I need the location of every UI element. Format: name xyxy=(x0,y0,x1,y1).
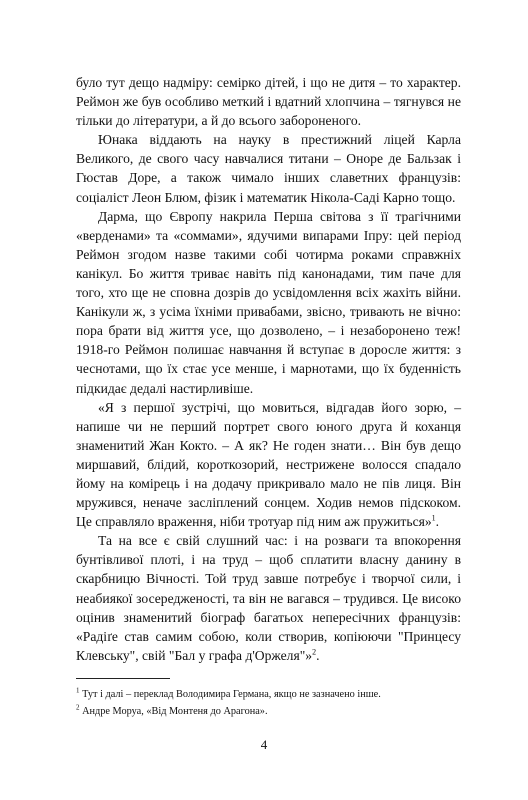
footnotes xyxy=(76,686,466,720)
footnote-ref-2[interactable]: 2 xyxy=(312,647,317,657)
paragraph-5-text: Та на все є свій слушний час: і на розваги та впокорення бунтівливої плоті, і на труд – щоб сплатити власну данину в скарбницю Вічності. Той труд завше потребує і творчої сили, і неабиякої зосередженості, та він не вагався – трудився. Це високо оцінив знаменитий біограф багатьох непересічних французів: «Радіґе став самим собою, коли створив, копіюючи "Принцесу Клевську", свій "Бал у графа д'Оржеля"» xyxy=(76,533,461,663)
body-text xyxy=(76,73,461,665)
footnote-1 xyxy=(76,686,466,703)
footnote-2 xyxy=(76,703,466,720)
paragraph-5-period: . xyxy=(316,647,320,663)
paragraph-1: було тут дещо надміру: семірко дітей, і що не дитя – то характер. Реймон же був особливо меткий і вдатний хлопчина – тягнувся не тільки до літератури, а й до всього забороненого. xyxy=(76,75,461,129)
footnote-text-2: Андре Моруа, «Від Монтеня до Арагона». xyxy=(79,706,268,717)
footnote-marker-2: 2 xyxy=(76,703,80,712)
paragraph-4 xyxy=(76,398,461,532)
paragraph-2: Юнака віддають на науку в престижний ліцей Карла Великого, де свого часу навчалися титани – Оноре де Бальзак і Гюстав Доре, а також чимало інших славетних французів: соціаліст Леон Блюм, фізик і математик Нікола-Саді Карно тощо. xyxy=(76,132,461,205)
paragraph-4-period: . xyxy=(435,514,440,530)
paragraph-3: Дарма, що Європу накрила Перша світова з її трагічними «верденами» та «соммами», ядучими випарами Іпру: цей період Реймон згодом назве такими собі чотирма роками справжніх канікул. Бо життя триває навіть під канонадами, тим паче для того, хто ще не сповна дозрів до усвідомлення всіх жахіть війни. Канікули ж, з усіма їхніми привабами, звісно, тривають не вічно: пора брати від життя усе, що дозволено, – і незаборонено теж! 1918-го Реймон полишає навчання й вступає в доросле життя: з чеснотами, що їх стає усе менше, і марнотами, що їх буденність підкидає дедалі настирливіше. xyxy=(76,208,461,396)
paragraph-5 xyxy=(76,531,461,665)
footnote-marker-1: 1 xyxy=(76,686,80,695)
footnote-divider xyxy=(76,678,170,679)
page-number: 4 xyxy=(260,737,268,752)
footnote-text-1: Тут і далі – переклад Володимира Германа, якщо не зазначено інше. xyxy=(79,689,381,700)
footnote-ref-1[interactable]: 1 xyxy=(431,513,436,523)
paragraph-4-text: «Я з першої зустрічі, що мовиться, відгадав його зорю, – напише чи не перший портрет свого юного друга й коханця знаменитий Жан Кокто. – А як? Не годен знати… Він був дещо миршавий, блідий, короткозорий, нестриженe волосся спадало йому на комірець і на додачу прикривало мало не пів лиця. Він мружився, неначе засліплений сонцем. Ходив немов підскоком. Це справляло враження, ніби тротуар під ним аж пружиться» xyxy=(76,399,461,530)
